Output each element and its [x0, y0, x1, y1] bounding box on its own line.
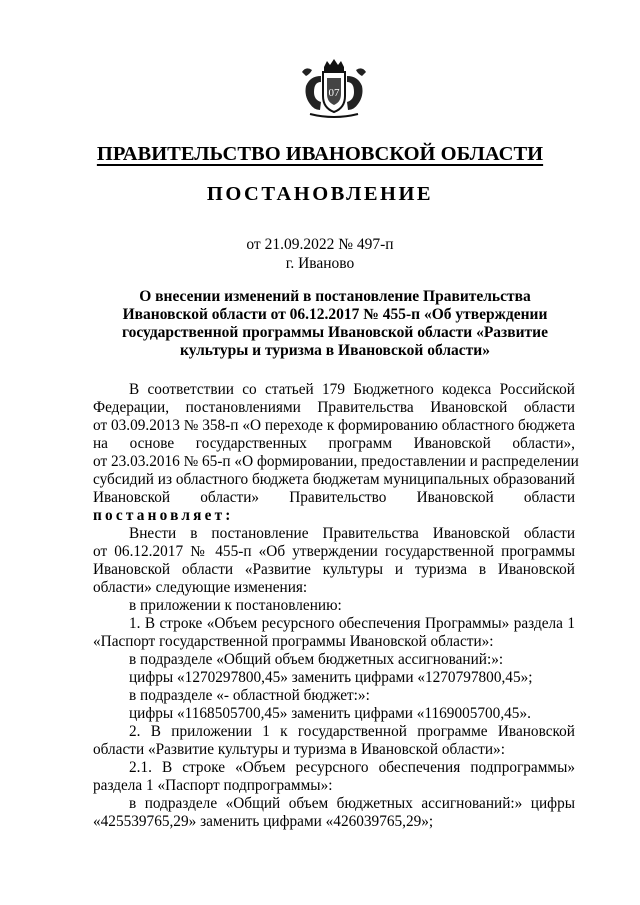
svg-text:07: 07 [328, 87, 340, 99]
body-line: «Паспорт государственной программы Ивановской области»: [93, 633, 494, 650]
body-line: на основе государственных программ Ивановской области», [93, 435, 575, 452]
body-line: от 03.09.2013 № 358-п «О переходе к формированию областного бюджета [93, 417, 575, 434]
body-line: в подразделе «Общий объем бюджетных ассигнований:»: [129, 651, 504, 668]
government-title: ПРАВИТЕЛЬСТВО ИВАНОВСКОЙ ОБЛАСТИ [96, 143, 544, 165]
body-line: в приложении к постановлению: [129, 597, 342, 614]
document-date-number: от 21.09.2022 № 497-п [246, 236, 394, 253]
body-line: цифры «1168505700,45» заменить цифрами «1169005700,45». [129, 705, 531, 722]
body-line: Ивановской области» Правительство Ивановской области [93, 489, 575, 506]
body-line: 1. В строке «Объем ресурсного обеспечения Программы» раздела 1 [129, 615, 575, 632]
body-line: «425539765,29» заменить цифрами «426039765,29»; [93, 813, 434, 830]
body-line: субсидий из областного бюджета бюджетам муниципальных образований [93, 471, 575, 488]
body-line: от 23.03.2016 № 65-п «О формировании, предоставлении и распределении [93, 453, 579, 470]
document-type: ПОСТАНОВЛЕНИЕ [206, 183, 434, 205]
body-line: 2. В приложении 1 к государственной программе Ивановской [129, 723, 575, 740]
body-line: цифры «1270297800,45» заменить цифрами «1270797800,45»; [129, 669, 533, 686]
body-line: области «Развитие культуры и туризма в Ивановской области»: [93, 741, 505, 758]
body-line-decree: постановляет: [93, 507, 234, 524]
document-body [93, 381, 579, 831]
document-city: г. Иваново [285, 255, 355, 272]
body-line: области» следующие изменения: [93, 579, 308, 596]
coat-of-arms-icon [296, 58, 372, 120]
body-line: Федерации, постановлениями Правительства Ивановской области [93, 399, 575, 416]
body-line: Внести в постановление Правительства Ивановской области [129, 525, 575, 542]
body-line: В соответствии со статьей 179 Бюджетного кодекса Российской [129, 381, 575, 398]
body-line: в подразделе «Общий объем бюджетных ассигнований:» цифры [129, 795, 575, 812]
body-line: раздела 1 «Паспорт подпрограммы»: [93, 777, 333, 794]
body-line: в подразделе «- областной бюджет:»: [129, 687, 370, 704]
body-line: Ивановской области «Развитие культуры и туризма в Ивановской [93, 561, 575, 578]
body-line: от 06.12.2017 № 455-п «Об утверждении государственной программы [93, 543, 575, 560]
body-line: 2.1. В строке «Объем ресурсного обеспечения подпрограммы» [129, 759, 575, 776]
document-subject: О внесении изменений в постановление Правительства Ивановской области от 06.12.2017 № 455-п «Об утверждении государственной программы Ивановской области «Развитие культуры и туризма в Ивановской области» [121, 288, 548, 359]
